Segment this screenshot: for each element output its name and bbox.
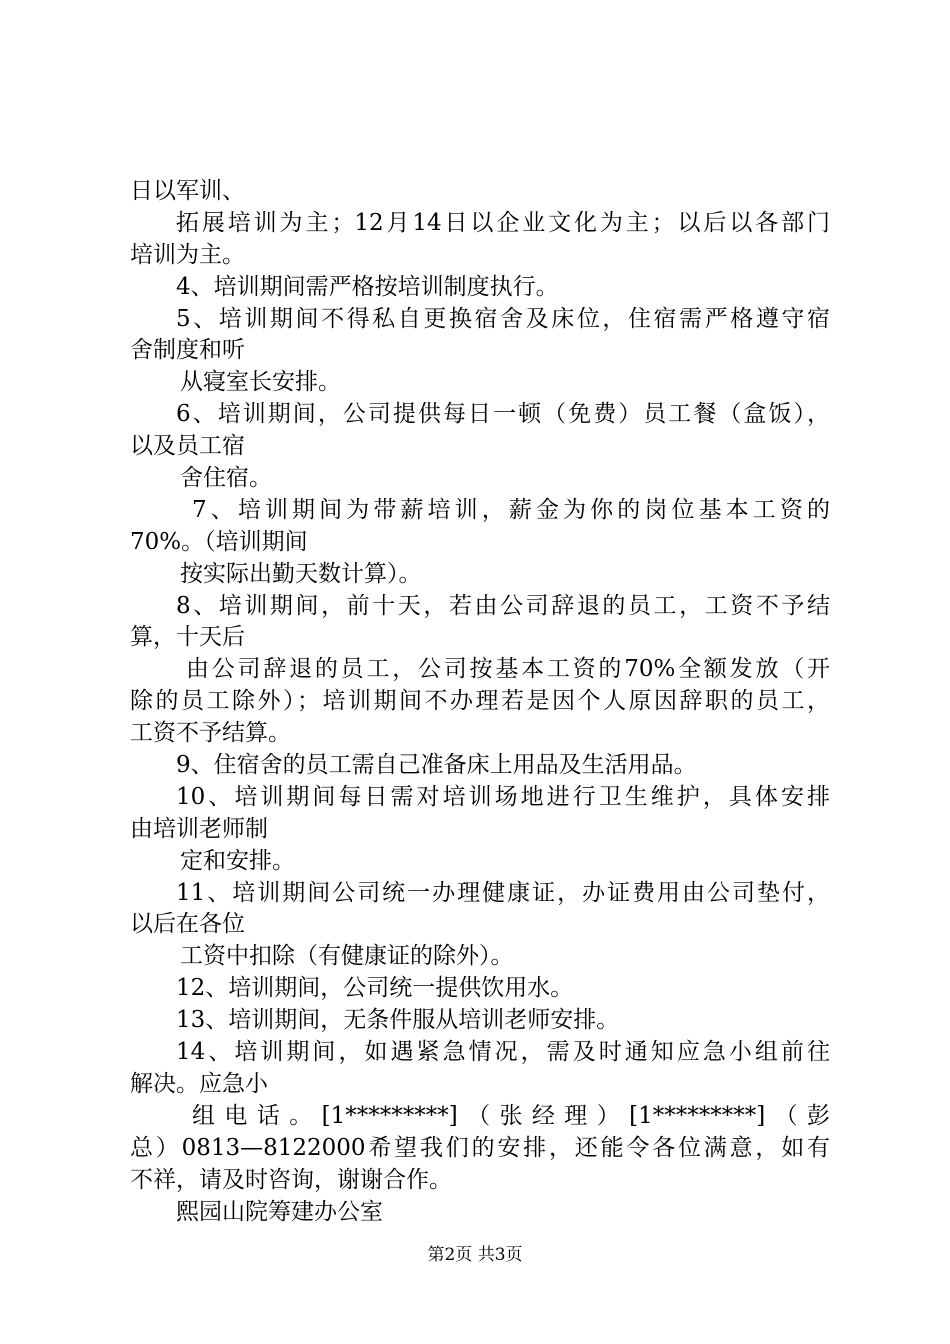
body-line: 9、住宿舍的员工需自己准备床上用品及生活用品。 xyxy=(176,752,697,779)
body-line: 日以军训、 xyxy=(130,178,245,204)
body-line: 解决。应急小 xyxy=(130,1070,268,1097)
body-line: 由公司辞退的员工，公司按基本工资的70%全额发放（开 xyxy=(186,656,830,683)
body-line: 除的员工除外）；培训期间不办理若是因个人原因辞职的员工， xyxy=(130,688,830,715)
body-line: 6、培训期间，公司提供每日一顿（免费）员工餐（盒饭）， xyxy=(176,401,830,428)
body-line: 培训为主。 xyxy=(130,241,245,268)
body-line: 从寝室长安排。 xyxy=(180,369,341,396)
body-line: 12、培训期间，公司统一提供饮用水。 xyxy=(176,975,574,1002)
body-line: 70%。（培训期间 xyxy=(130,528,308,555)
body-line: 工资不予结算。 xyxy=(130,720,291,747)
body-line: 舍制度和听 xyxy=(130,337,245,364)
body-line: 4、培训期间需严格按培训制度执行。 xyxy=(176,273,559,300)
body-line: 13、培训期间，无条件服从培训老师安排。 xyxy=(176,1007,620,1034)
body-line: 以后在各位 xyxy=(130,911,245,938)
body-line: 11、培训期间公司统一办理健康证，办证费用由公司垫付， xyxy=(176,879,830,906)
body-line: 按实际出勤天数计算）。 xyxy=(180,560,422,587)
body-line: 10、培训期间每日需对培训场地进行卫生维护，具体安排 xyxy=(176,783,830,810)
body-line: 舍住宿。 xyxy=(180,465,272,492)
body-line: 算，十天后 xyxy=(130,624,245,651)
body-line: 组电话。[1*********]（张经理）[1*********]（彭 xyxy=(192,1102,830,1129)
body-line: 由培训老师制 xyxy=(130,815,268,842)
body-line: 14、培训期间，如遇紧急情况，需及时通知应急小组前往 xyxy=(176,1039,830,1066)
body-line: 总）0813—8122000希望我们的安排，还能令各位满意，如有 xyxy=(130,1134,830,1161)
body-line: 7、培训期间为带薪培训，薪金为你的岗位基本工资的 xyxy=(192,496,830,523)
signature-line: 熙园山院筹建办公室 xyxy=(176,1198,383,1225)
document-body xyxy=(130,176,830,1228)
body-line: 以及员工宿 xyxy=(130,433,245,460)
body-line: 8、培训期间，前十天，若由公司辞退的员工，工资不予结 xyxy=(176,592,830,619)
body-line: 不祥，请及时咨询，谢谢合作。 xyxy=(130,1166,452,1193)
page-footer xyxy=(0,1244,950,1266)
body-line: 定和安排。 xyxy=(180,847,295,874)
body-line: 5、培训期间不得私自更换宿舍及床位，住宿需严格遵守宿 xyxy=(176,305,830,332)
page-number: 第2页 共3页 xyxy=(427,1245,523,1265)
body-line: 工资中扣除（有健康证的除外）。 xyxy=(180,943,514,970)
body-line: 拓展培训为主；12月14日以企业文化为主；以后以各部门 xyxy=(176,209,830,236)
